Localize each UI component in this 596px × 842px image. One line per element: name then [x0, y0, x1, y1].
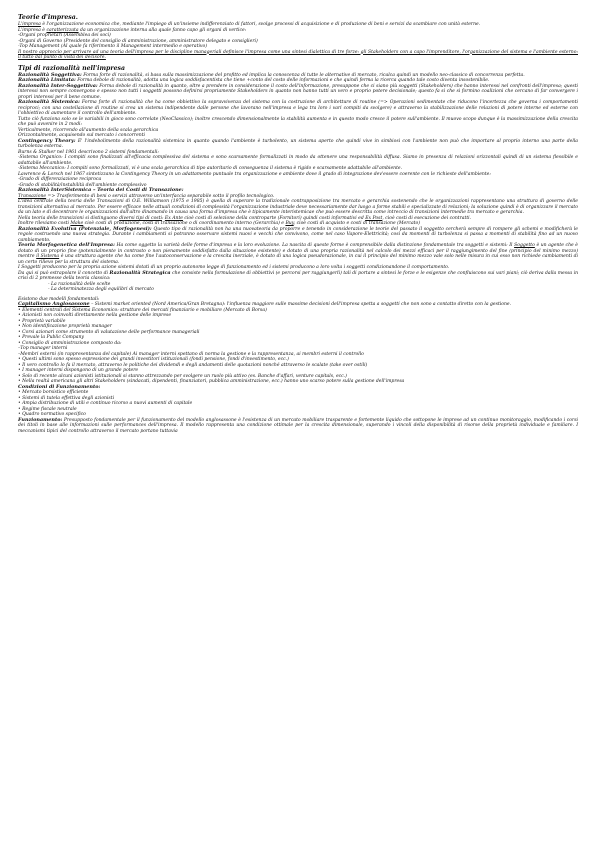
list-item-razionalita-scelte: - La razionalità delle scelte	[18, 282, 578, 288]
section-title-teorie: Teorie d'impresa.	[18, 14, 78, 21]
term: Razionalità Strategica	[109, 269, 171, 276]
text: Questo tipo di razionalità non ha una nuovateoria da proporre e tenendo in considerazione le teorie del passato il soggetto cercherà sempre di rompere gli schemi e modificherà le regole costruendo una nuova strategia. Durante i cambiamenti si potranno osservare sistemi nuovi e vecchi che convivono, come nel caso Vapore-Elettricità; così da momenti di turbolenza si passa a momenti di stabilità fino ad un nuovo cambiamento.	[18, 226, 578, 243]
text: E' l'indebolimento della razionalità sistemica in quanto quando l'ambiente è turbolento, un sistema aperto che quindi vive in simbiosi con l'ambiente non può che importare al proprio interno una parte della turbolenza esterna.	[18, 138, 578, 149]
paragraph-soggetti: I Soggetti producono per la propria azione sistemi dotati di un proprio autonomo legge di funzionamento ed i sistemi producono a loro volta i soggetti condizionandone il comportamento.	[18, 265, 450, 270]
text: Presupposto fondamentale per il funzionamento del modello anglosassone è l'esistenza di un mercato mobiliare trasparente e fortemente liquido che sottopone le imprese ad un continuo monitoraggio, modificando i corsi dei titoli in base alle informazioni sulle performances dell'impresa. Il modello rappresenta una condizione ottimale per la crescita dimensionale, superando i vincoli della disponibilità di risorse della proprietà individuale e familiare. I meccanismi tipici del controllo attraverso il mercato portano tuttavia	[18, 417, 578, 434]
list-item: • Regime fiscale neutrale	[18, 406, 77, 412]
list-item: • Mercato borsistico efficiente	[18, 390, 89, 395]
text: da un organizzazione interna alla quale fanno capo gli organi di vertice:	[78, 27, 247, 33]
term: Capitalismo Anglosassone	[18, 301, 90, 307]
list-item: • Sistemi di tutela effettiva degli azionisti	[18, 395, 115, 401]
list-item: • Ampia distribuzione di utili e continuo ricorso a nuovi aumenti di capitale	[18, 401, 193, 406]
section-title-razionalita: Tipi di razionalità nell'impresa	[18, 64, 126, 72]
list-item: • Proprietà variabile	[18, 318, 66, 324]
paragraph-capitalismo-anglosassone	[18, 302, 578, 308]
text: , cioè costi di esecuzione dei contratti.	[382, 215, 472, 221]
paragraph-tutto: Tutto ciò funziona solo se le variabili in gioco sono correlate (NeoClassico); inoltre crescendo dimensionalmente la stabilità aumenta e in questo modo cresce il potere sull'ambiente. Il muovo scopo dunque è la massimizzazione della crescita che può avvenire in 2 modi:	[18, 116, 578, 127]
term: Ex Ante	[164, 215, 183, 221]
term-caratterizzata: caratterizzata	[46, 27, 79, 33]
list-item: • Quadro normativo specifico	[18, 412, 86, 417]
paragraph-contingency	[18, 139, 578, 150]
paragraph-lawrence: Lawrence & Lorsch nel 1967 sintetizzano la Contingency Theory in un adattamento puntuale tra organizzazione e ambiente dove il grado di integrazione dev'essere coerente con le richieste dell'ambiente:	[18, 171, 491, 177]
list-item: –Membri esterni (in rappresentanza del capitale) Ai manager interni spettano di norma la gestione e la rappresentanza, ai membri esterni il controllo	[18, 351, 364, 357]
term: il Sistema	[36, 254, 60, 259]
term: Razionalità Inter-Soggettiva:	[18, 82, 98, 89]
term: Make	[70, 221, 84, 226]
text: Forma debole di razionalità, adotta una logica soddisfacentista che tiene +conto del costo delle informazioni e che quindi ferma la ricerca quando tale costo diventa insostenibile.	[75, 78, 490, 83]
paragraph-sistema-organico: -Sistema Organico: I compiti sono finalizzati all'efficacia complessiva del sistema e sono scarsamente formalizzati in modo da ottenere una responsabilità diffusa. Siamo in presenza di relazioni orizzontali quindi di un sistema flessibile e adattabile all'ambiente.	[18, 155, 578, 166]
paragraph-razionalita-strategica	[18, 271, 578, 282]
term: diversi tipi di costi	[119, 215, 162, 221]
list-item: • I manager interni dispongono di un grande potere	[18, 368, 139, 373]
text: , cioè costi di acquisto e costi di transazione (Mercato)	[293, 221, 421, 226]
list-item: • Corsi azionari come strumento di valutazione delle performance manageriali	[18, 329, 200, 335]
text: :	[161, 215, 165, 221]
list-item: • Il vero controllo lo fa il mercato, attraverso le politiche dei dividendi e degli andamenti delle quotazioni nonché attraverso le scalate (take over ostili)	[18, 362, 368, 368]
list-item: –Top manager interni	[18, 346, 68, 351]
list-item-grado2: -Grado di stabilità/instabilità dell'ambiente complessivo	[18, 182, 147, 188]
text: Forma forte di razionalità, si basa sulla massimizzazione del profitto ed implica la conoscenza di tutte le alternative di mercato, ricalca quindi un modello neo-classico di concorrenza perfetta.	[81, 72, 525, 78]
text: L'impresa è	[18, 27, 47, 33]
text: Ha come oggetto la varietà delle forme d'impresa e la loro evoluzione. La nascita di queste forme è comprensibile dalla distinzione fondamentale tra soggetti e sistemi: Il	[114, 243, 515, 248]
term: Ex Post	[365, 215, 383, 221]
text: Da qui si può estrapolare il concetto di	[18, 270, 110, 276]
term: Soggetto	[514, 243, 535, 248]
text: è un agente che è dotato di un proprio fine (potenzialmente in contrasto o non pienamente soddisfatto dalla situazione esistente) e dotato di una propria razionalità nel calcolo dei mezzi efficaci per il raggiungimento del fine (principio del minimo mezzo) mentre	[18, 243, 578, 259]
list-item-organi-proprietari: -Organi proprietari (Assemblea dei soci)	[18, 33, 111, 38]
term: Funzionamento:	[18, 416, 63, 423]
list-item: • Questi ultimi sono spesso espressione dei grandi investitori istituzionali (fondi pensione, fondi d'investimento, ecc.)	[18, 357, 289, 362]
text: cioè costi di produzione, costi di transazione o di coordinamento interno (Gerarchia) e	[83, 221, 286, 226]
paragraph-razionalita-evolutiva	[18, 227, 578, 244]
list-item: • Azionisti non coinvolti direttamente nella gestione delle imprese	[18, 313, 172, 318]
text: – Sistemi market oriented (Nord America/Gran Bretagna): l'influenza maggiore sulle massime decisioni dell'impresa spetta a soggetti che non sono a contatto diretto con la gestione.	[89, 302, 512, 307]
list-item-top-management: -Top Management (Al quale fa riferimento il Management intermedio e operativo)	[18, 44, 207, 49]
text: Forma forte di razionalità che ha come obbiettivo la sopravvivenza del sistema con la costruzione di architetture di routine (=> Operazioni sedimentate che riducono l'incertezza che governa i comportamenti reciproci; con una costellazione di routine si crea un sistema indipendente dalle persone che lavorano nell'impresa e lega tra loro i vari compiti da svolgere) e attraverso la stabilizzazione delle relazioni di potere interne ed esterne con l'obbiettivo di aumentare il controllo dell'ambiente.	[18, 100, 578, 116]
text: Inoltre rileviamo costi	[18, 221, 71, 226]
list-item-determinatezza: - La determinatezza degli equilibri di mercato	[18, 287, 578, 293]
subsection-title-intersistemica: Razionalità InterSistemica – Teoria dei Costi di Transazione:	[18, 187, 184, 193]
text: è l'organizzazione economica che, mediante l'impiego di un'insieme indifferenziato di fattori, svolge processi di acquisizione e di produzione di beni e servizi da scambiare con unità esterne.	[42, 22, 481, 27]
list-item: • Elementi centrali del Sistema Economico: strutture dei mercati finanziario e mobiliare (Mercato di Borsa)	[18, 307, 267, 313]
list-item: • Prevale la Public Company	[18, 335, 84, 340]
paragraph-verticalmente: Verticalmente, ricorrendo all'aumento della scala gerarchica	[18, 127, 159, 133]
term-impresa: L'impresa	[18, 22, 41, 27]
paragraph-approccio: Il nostro approccio per arrivare ad una teoria dell'impresa per le discipline manageriali definisce l'impresa come una sintesi dialettica di tre forze: gli Stakeholders con a capo l'imprenditore, l'organizzazione del sistema e l'ambiente esterno: il tutto dal punto di vista dei decisore.	[18, 49, 578, 60]
paragraph-razionalita-sistemica	[18, 100, 578, 117]
list-item-grado1: -Grado di differenziazione reciproca	[18, 177, 102, 182]
document-page	[18, 14, 578, 434]
paragraph-sistema-meccanico: -Sistema Meccanico: I compiti sono formalizzati, vi è una scala gerarchica di tipo autoritario di conseguenza il sistema è rigido e scarsamente adattabile all'ambiente.	[18, 166, 403, 171]
term: Contingency Theory:	[18, 137, 76, 144]
paragraph-funzionamento	[18, 418, 578, 435]
paragraph-orizzontalmente: Orizzontalmente, acquisendo sul mercato i concorrenti	[18, 133, 145, 138]
term: Buy	[285, 221, 294, 226]
list-item: • Consiglio di amministrazione composto da:	[18, 340, 122, 346]
paragraph-burns: Burns & Stalker nel 1961 descrivono 2 sistemi fondamentali:	[18, 149, 159, 155]
term: Transazione	[18, 193, 47, 199]
paragraph-razionalita-intersoggettiva	[18, 84, 578, 101]
text: => Trasferimento di beni o servizi attraverso un'interfaccia separabile sotto il profilo tecnologico.	[46, 193, 275, 199]
text: cioè costi di selezione della controparte (Fornitori) quindi costi informativi ed	[182, 215, 366, 221]
paragraph-esistono: Esistono due modelli fondamentali:	[18, 296, 100, 302]
term: Teoria Morfogenetica dell'Impresa:	[18, 242, 115, 248]
text: Nella teoria delle transizioni si distinguono	[18, 215, 120, 221]
text: Forma debole di razionalità in quanto, oltre a prendere in considerazione il costo dell'informazione, presuppone che ci siano più soggetti (Stakeholders) che hanno interessi nel confronti dell'impresa; questi interessi non sempre convergono e spesso non tutti i soggetti possono definirsi propriamente Stakeholders in quanto non hanno tutti un vero e proprio potere decisionale; questo fa si che si formino coalizioni che cercano di far convergere i propri interessi per il bene comune.	[18, 83, 578, 100]
term: Razionalità Sistemica:	[18, 99, 80, 105]
term: Razionalità Soggettiva:	[18, 71, 82, 78]
paragraph-williamson: L'idea centrale della teoria delle Transazioni di O.E. Williamson (1975 e 1985) è quella di superare la tradizionale contrapposizione tra mercato e gerarchia sostenendo che le organizzazioni rappresentano una struttura di governo delle transizioni alternativa al mercato. Per essere efficace nelle attuali condizioni di complessità l'organizzazione industriale deve necessariamente dar luogo a forme stabili e specializzate di relazioni; la soluzione quindi è di organizzare il mercato da un lato e di decentrare le organizzazioni dall'altro dinamando in causa una forma d'impresa che è tipicamente interistemicae che può essere descritta come intreccio di transizioni intermedie tra mercato e gerarchia.	[18, 199, 578, 215]
list-item: • Nella realtà americana gli altri Stakeholders (sindacati, dipendenti, finanziatori, pubblica amministrazione, ecc.) hanno uno scarso potere sulla gestione dell'impresa	[18, 379, 405, 384]
term: Razionalità Limitata:	[18, 77, 76, 83]
subsection-title-condizioni: Condizioni di Funzionamento:	[18, 383, 101, 390]
list-item: • Solo di recente alcuni azionisti istituzionali si stanno attrezzando per svolgere un ruolo più attivo (es. Banche d'affari, venture capitals, ecc.)	[18, 373, 347, 379]
term: Razionalità Evolutiva (Potenziale, Morfogenesi):	[18, 225, 152, 232]
list-item-organi-governo: -Organi di Governo (Presidente del consiglio di amministrazione, amministratore delegato e consiglieri)	[18, 38, 258, 44]
paragraph-teoria-morfogenetica	[18, 243, 578, 265]
list-item: • Non identificazione proprietà manager	[18, 324, 112, 329]
text: che consiste nella formulazione di obbiettivi (e percorsi per raggiungerli) tali di portare a sintesi le forze e le esigenze che confluiscono sui vari piani; ciò deriva dalla messa in crisi di 2 premesse della teoria classica:	[18, 270, 578, 281]
text: è una struttura agente che ha come fine l'autoconservazione e la crescita inerziale, è dotato di una logica pseudorazionale, in cui il principio del minimo mezzo vale solo nelle misura in cui esso non richiede cambiamenti di un certo rilievo per la struttura del sistema.	[18, 254, 579, 265]
